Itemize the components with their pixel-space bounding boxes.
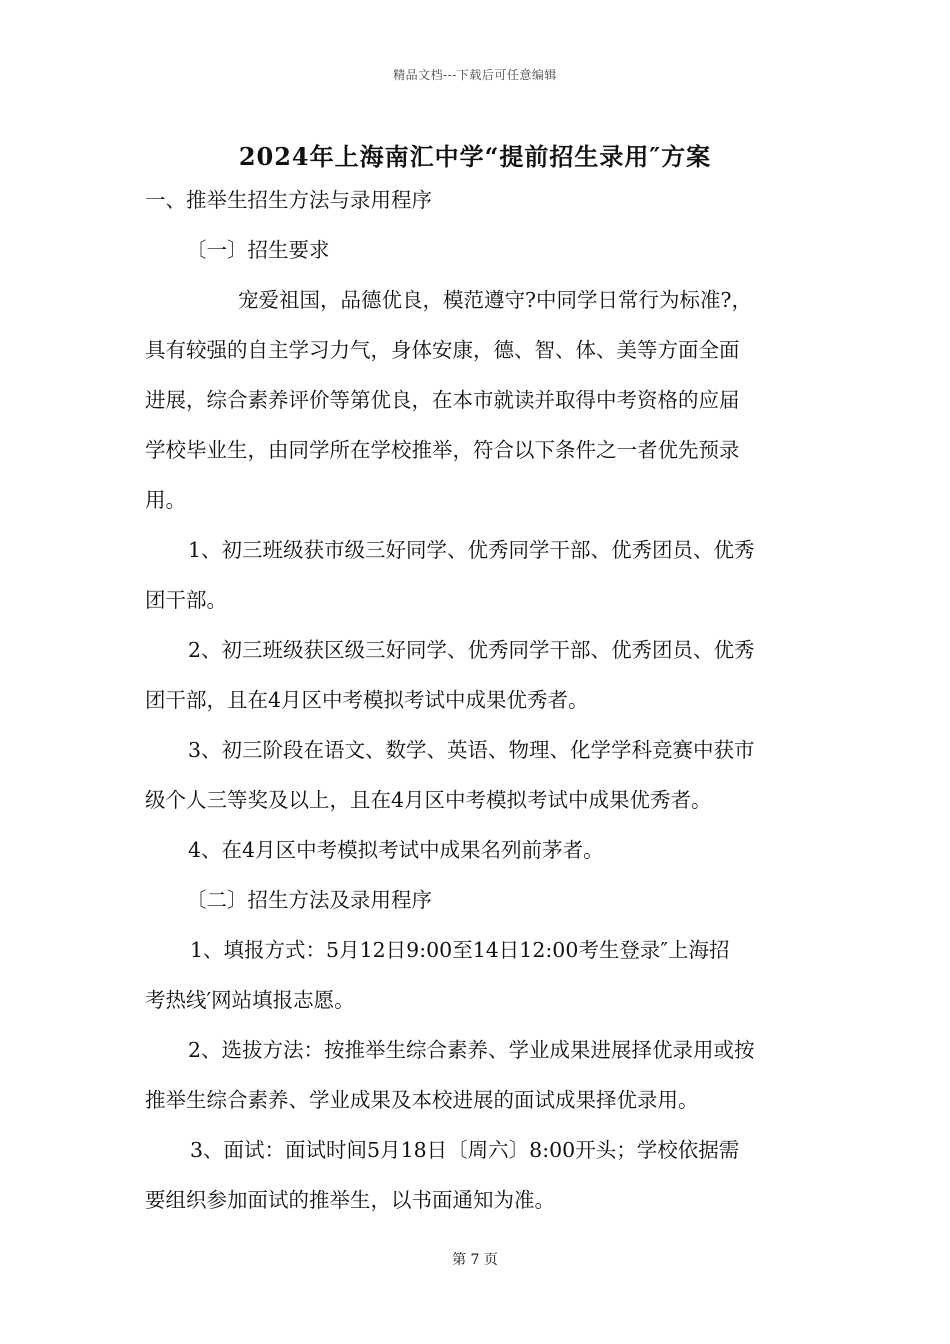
paragraph-line: 具有较强的自主学习力气，身体安康，德、智、体、美等方面全面 — [145, 338, 740, 362]
list-item-line: 1、初三班级获市级三好同学、优秀同学干部、优秀团员、优秀 — [188, 538, 755, 562]
list-item-line: 1、填报方式：5月12日9:00至14日12:00考生登录″上海招 — [190, 938, 730, 962]
page-number: 第 7 页 — [452, 1252, 498, 1268]
paragraph-line: 宠爱祖国，品德优良，模范遵守?中同学日常行为标准?， — [238, 288, 752, 312]
list-item-line: 要组织参加面试的推举生，以书面通知为准。 — [145, 1188, 555, 1212]
list-item-line: 4、在4月区中考模拟考试中成果名列前茅者。 — [188, 838, 604, 862]
paragraph-line: 进展，综合素养评价等第优良，在本市就读并取得中考资格的应届 — [145, 388, 740, 412]
list-item-line: 3、初三阶段在语文、数学、英语、物理、化学学科竞赛中获市 — [188, 738, 755, 762]
subsection-heading: 〔一〕招生要求 — [186, 238, 330, 262]
list-item-line: 考热线′网站填报志愿。 — [145, 988, 355, 1012]
list-item-line: 团干部，且在4月区中考模拟考试中成果优秀者。 — [145, 688, 589, 712]
subsection-heading: 〔二〕招生方法及录用程序 — [186, 888, 432, 912]
list-item-line: 级个人三等奖及以上，且在4月区中考模拟考试中成果优秀者。 — [145, 788, 712, 812]
paragraph-line: 用。 — [145, 488, 186, 512]
section-heading: 一、推举生招生方法与录用程序 — [145, 188, 432, 212]
paragraph-line: 学校毕业生，由同学所在学校推举，符合以下条件之一者优先预录 — [145, 438, 740, 462]
list-item-line: 推举生综合素养、学业成果及本校进展的面试成果择优录用。 — [145, 1088, 699, 1112]
list-item-line: 2、初三班级获区级三好同学、优秀同学干部、优秀团员、优秀 — [188, 638, 755, 662]
document-header-note: 精品文档---下载后可任意编辑 — [393, 68, 557, 82]
document-title: 2024年上海南汇中学“提前招生录用″方案 — [238, 142, 712, 171]
list-item-line: 3、面试：面试时间5月18日〔周六〕8:00开头；学校依据需 — [190, 1138, 740, 1162]
list-item-line: 团干部。 — [145, 588, 227, 612]
list-item-line: 2、选拔方法：按推举生综合素养、学业成果进展择优录用或按 — [188, 1038, 755, 1062]
